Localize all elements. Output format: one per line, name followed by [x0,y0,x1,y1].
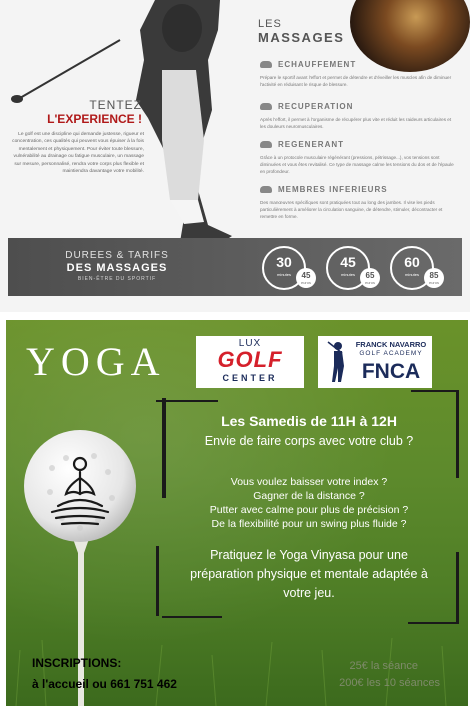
question-list [166,475,452,531]
section-membres-inferieurs [260,185,456,220]
price-single: 25€ la séance [349,660,418,672]
flyer-separator [0,312,470,320]
band-subtitle: BIEN-ÊTRE DU SPORTIF [77,276,157,282]
hook-text: Envie de faire corps avec votre club ? [204,434,414,448]
price-45 [296,268,316,288]
frame-bottom-left [162,616,222,618]
duration-minutes: 30 [276,254,292,270]
logo-golf-text: GOLF [217,347,283,372]
section-text: Grâce à un protocole musculaire régénérant (pressions, pétrissage...), vos tensions sont diminuées et vous êtes revitalisé. Ce type de massage calme les tensions du dos et de l'épaule en profondeur. [260,155,454,174]
pitch-line: votre jeu. [283,586,335,600]
tentez-label: TENTEZ [89,98,142,112]
lux-golf-center-logo [196,336,304,388]
experience-title: L'EXPERIENCE ! [47,112,142,126]
frame-right-bottom [456,552,459,622]
golfer-silhouette-icon [324,340,350,384]
schedule-text: Les Samedis de 11H à 12H [221,413,397,429]
duration-minutes: 60 [404,254,420,270]
duration-minutes: 45 [340,254,356,270]
question-item: Vous voulez baisser votre index ? [230,476,388,488]
inscriptions-label: INSCRIPTIONS: [32,656,122,670]
frame-bottom-right [408,622,459,624]
band-heading: DUREES & TARIFS [65,250,169,261]
section-regenerant [260,140,456,175]
section-text: Des manœuvres spécifiques sont pratiquées tout au long des jambes. Il vise les pieds particulièrement à améliorer la circulation sanguine, de détendre, stimuler, décontracter et remettre en forme. [260,200,443,219]
question-item: Gagner de la distance ? [253,490,365,502]
price-pack: 200€ les 10 séances [339,677,440,689]
frame-right-top [456,392,459,478]
section-text: Après l'effort, il permet à l'organisme de récupérer plus vite et réduit les raideurs articulaires et les douleurs neuromusculaires. [260,117,452,129]
massage-flyer [0,0,470,312]
hand-icon [260,141,272,148]
massages-title: MASSAGES [258,30,345,45]
frame-top-left [156,400,218,402]
question-item: Putter avec calme pour plus de précision ? [209,504,409,516]
section-echauffement [260,60,456,88]
section-heading: RECUPERATION [278,102,354,111]
price-currency: euros [364,280,375,285]
pitch-line: Pratiquez le Yoga Vinyasa pour une [210,548,408,562]
logo-fnca-short: FNCA [361,360,421,383]
les-label: LES [258,18,282,30]
price-value: 65 [365,271,375,280]
logo-fnca-line2: GOLF ACADEMY [359,350,423,357]
section-text: Prépare le sportif avant l'effort et permet de détendre et d'éveiller les muscles afin de diminuer l'activité en réduisant le risque de blessure. [260,75,452,87]
pitch-line: préparation physique et mentale adaptée à [190,567,428,581]
inscriptions-value: à l'accueil ou 661 751 462 [32,677,177,691]
duration-unit: minutes [340,272,355,277]
section-recuperation [260,102,456,130]
duration-unit: minutes [276,272,291,277]
section-heading: MEMBRES INFERIEURS [278,185,388,194]
yoga-flyer [6,320,468,706]
fnca-logo [318,336,432,388]
section-heading: ECHAUFFEMENT [278,60,357,69]
duration-unit: minutes [404,272,419,277]
price-value: 45 [301,271,311,280]
hand-icon [260,103,272,110]
price-65 [360,268,380,288]
price-85 [424,268,444,288]
price-value: 85 [429,271,439,280]
frame-left-bottom [156,546,159,616]
yoga-title: YOGA [26,339,166,384]
pitch-text [166,546,452,603]
price-currency: euros [300,280,311,285]
logo-lux-text: LUX [238,338,262,349]
hand-icon [260,61,272,68]
section-heading: REGENERANT [278,140,345,149]
logo-fnca-line1: FRANCK NAVARRO [355,340,427,349]
price-currency: euros [428,280,439,285]
logo-center-text: CENTER [222,373,278,383]
hand-icon [260,186,272,193]
band-title: DES MASSAGES [66,262,168,274]
frame-top-right [411,390,459,392]
intro-text: Le golf est une discipline qui demande justesse, rigueur et concentration, ces qualités qui peuvent vous épuiser à la fois mentalement et physiquement. Pour éviter toute blessure, vulnérabilité au drainage ou fatigue musculaire, un massage sur mesure, personnalisé, rendra votre corps plus flexible et maintiendra davantage votre mobilité. [12,132,144,175]
question-item: De la flexibilité pour un swing plus fluide ? [211,518,407,530]
